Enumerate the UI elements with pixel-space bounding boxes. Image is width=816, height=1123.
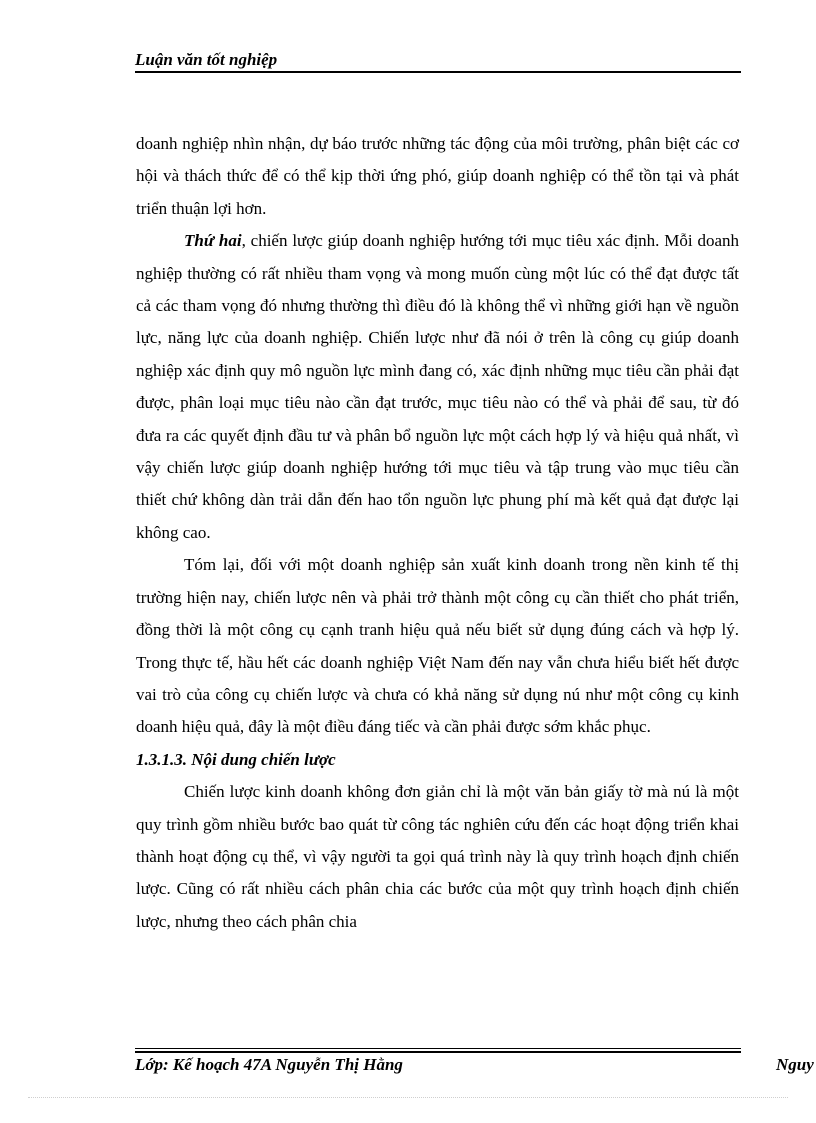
running-header-title: Luận văn tốt nghiệp: [135, 50, 278, 69]
footer-right-fragment: Nguy: [776, 1055, 814, 1074]
header-rule: [135, 71, 741, 73]
paragraph-lead-term: Thứ hai: [184, 231, 242, 251]
footer-class-author: Lớp: Kế hoạch 47A Nguyễn Thị Hằng: [135, 1055, 403, 1074]
section-heading: 1.3.1.3. Nội dung chiến lược: [136, 749, 336, 769]
document-body: [136, 128, 739, 938]
paragraph-noi-dung: Chiến lược kinh doanh không đơn giản chỉ là một văn bản giấy tờ mà nú là một quy trình gồm nhiều bước bao quát từ công tác nghiên cứu đến các hoạt động triển khai thành hoạt động cụ thể, vì vậy người ta gọi quá trình này là quy trình hoạch định chiến lược. Cũng có rất nhiều cách phân chia các bước của một quy trình hoạch định chiến lược, nhưng theo cách phân chia: [136, 782, 739, 931]
page-bottom-border: [28, 1097, 788, 1098]
paragraph-tom-lai: Tóm lại, đối với một doanh nghiệp sản xuất kinh doanh trong nền kinh tế thị trường hiện nay, chiến lược nên và phải trở thành một công cụ cần thiết cho phát triển, đồng thời là một công cụ cạnh tranh hiệu quả nếu biết sử dụng đúng cách và hợp lý. Trong thực tế, hầu hết các doanh nghiệp Việt Nam đến nay vẫn chưa hiểu biết hết được vai trò của công cụ chiến lược và chưa có khả năng sử dụng nú như một công cụ kinh doanh hiệu quả, đây là một điều đáng tiếc và cần phải được sớm khắc phục.: [136, 555, 739, 737]
footer-rule-thin: [135, 1048, 741, 1049]
paragraph-continuation: doanh nghiệp nhìn nhận, dự báo trước những tác động của môi trường, phân biệt các cơ hội và thách thức để có thể kịp thời ứng phó, giúp doanh nghiệp có thể tồn tại và phát triển thuận lợi hơn.: [136, 134, 739, 218]
paragraph-text: , chiến lược giúp doanh nghiệp hướng tới mục tiêu xác định. Mỗi doanh nghiệp thường có rất nhiều tham vọng và mong muốn cùng một lúc có thể đạt được tất cả các tham vọng đó nhưng thường thì điều đó là không thể vì những giới hạn về nguồn lực, năng lực của doanh nghiệp. Chiến lược như đã nói ở trên là công cụ giúp doanh nghiệp xác định quy mô nguồn lực mình đang có, xác định những mục tiêu cần phải đạt được, phân loại mục tiêu nào cần đạt trước, mục tiêu nào có thể và phải để sau, từ đó đưa ra các quyết định đầu tư và phân bổ nguồn lực một cách hợp lý và hiệu quả nhất, vì vậy chiến lược giúp doanh nghiệp hướng tới mục tiêu và tập trung vào mục tiêu cần thiết chứ không dàn trải dẫn đến hao tổn nguồn lực phung phí mà kết quả đạt được lại không cao.: [136, 231, 740, 542]
footer-rule-thick: [135, 1051, 741, 1053]
paragraph-thu-hai: [136, 225, 739, 549]
